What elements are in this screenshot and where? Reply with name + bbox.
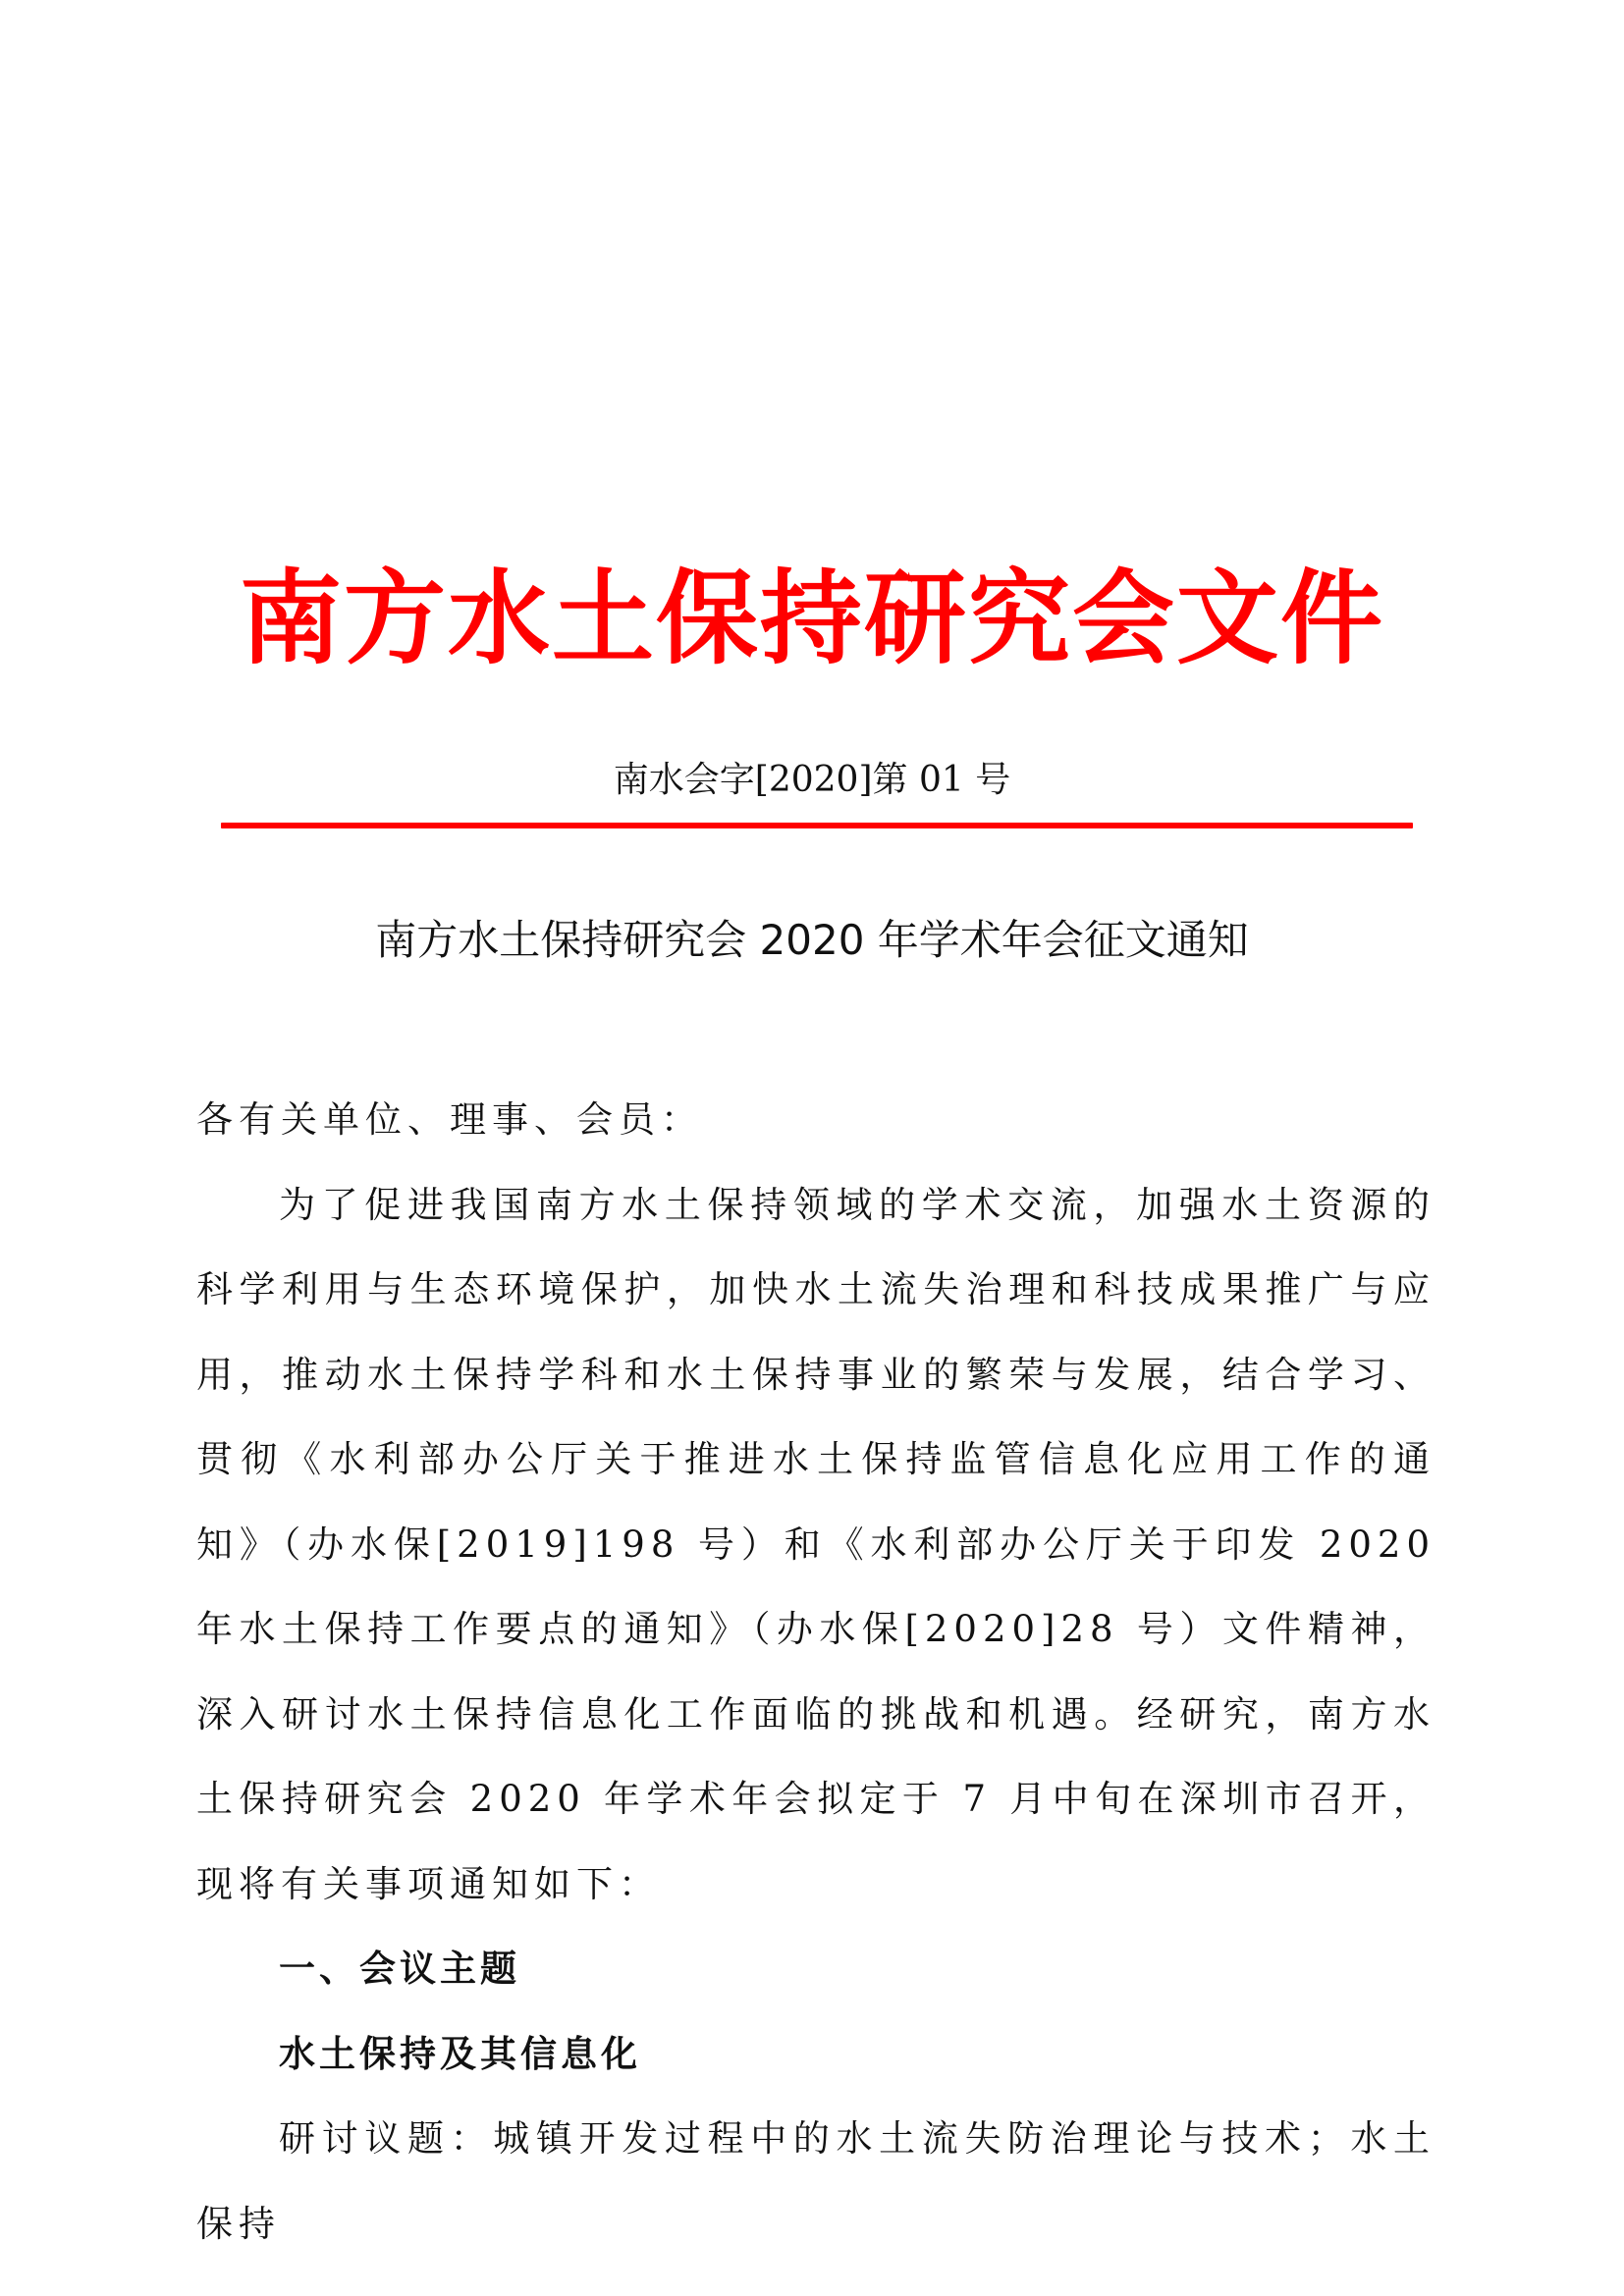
masthead-title: 南方水土保持研究会文件	[239, 559, 1384, 678]
document-number: 南水会字[2020]第 01 号	[613, 760, 1011, 800]
intro-paragraph: 为了促进我国南方水土保持领域的学术交流，加强水土资源的科学利用与生态环境保护，加快水土流失治理和科技成果推广与应用，推动水土保持学科和水土保持事业的繁荣与发展，结合学习、贯彻《水利部办公厅关于推进水土保持监管信息化应用工作的通知》（办水保[2019]198 号）和《水利部办公厅关于印发 2020 年水土保持工作要点的通知》（办水保[2020]28 号）文件精神，深入研讨水土保持信息化工作面临的挑战和机遇。经研究，南方水土保持研究会 2020 年学术年会拟定于 7 月中旬在深圳市召开，现将有关事项通知如下：	[196, 1183, 1435, 1905]
topics-paragraph: 研讨议题：城镇开发过程中的水土流失防治理论与技术；水土保持	[196, 2117, 1435, 2245]
theme-text: 水土保持及其信息化	[279, 2032, 641, 2075]
salutation: 各有关单位、理事、会员：	[196, 1098, 703, 1141]
document-body	[196, 1078, 1435, 2267]
red-divider-line	[221, 823, 1413, 828]
section-heading-theme: 一、会议主题	[279, 1948, 520, 1990]
notice-title: 南方水土保持研究会 2020 年学术年会征文通知	[375, 916, 1249, 964]
